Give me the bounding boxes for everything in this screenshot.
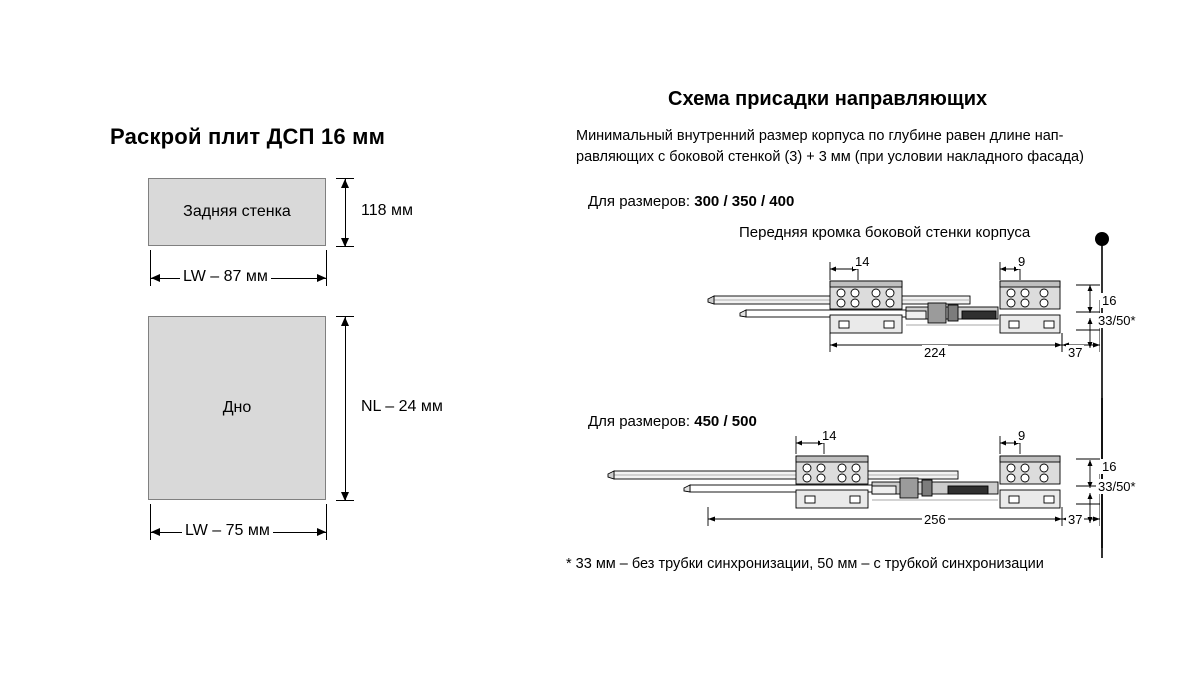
right-section-title: Схема присадки направляющих: [668, 88, 988, 110]
group1-prefix: Для размеров:: [588, 193, 691, 210]
bottom-panel-height-label: NL – 24 мм: [358, 398, 446, 416]
back-panel-width-arrow-left: [151, 274, 160, 282]
dim-9-group1: 9: [1018, 254, 1026, 269]
dim-37-group2: 37: [1068, 512, 1083, 527]
dim-3350-group2: 33/50*: [1098, 479, 1136, 494]
dim-16-group2: 16: [1102, 459, 1117, 474]
dim-3350-group1: 33/50*: [1098, 313, 1136, 328]
bottom-panel-width-label: LW – 75 мм: [182, 522, 273, 540]
back-panel-height-label: 118 мм: [358, 202, 416, 220]
dim-14-group2: 14: [822, 428, 837, 443]
back-panel-width-arrow-right: [317, 274, 326, 282]
bottom-panel-height-arrow-up: [341, 317, 349, 326]
group1-sizes: 300 / 350 / 400: [694, 193, 795, 210]
dim-37-group1: 37: [1068, 345, 1083, 360]
bottom-panel-height-arrow-down: [341, 492, 349, 501]
dims-300-350-400: [700, 240, 1100, 370]
back-panel-height-dimline: [345, 178, 346, 246]
group2-sizes: 450 / 500: [694, 413, 757, 430]
front-edge-label: Передняя кромка боковой стенки корпуса: [739, 224, 1031, 241]
bottom-panel-label: Дно: [222, 399, 252, 416]
bottom-panel-width-arrow-right: [317, 528, 326, 536]
footnote: * 33 мм – без трубки синхронизации, 50 мм – с трубкой синхронизации: [566, 556, 1044, 572]
back-panel-height-arrow-down: [341, 238, 349, 247]
dim-14-group1: 14: [855, 254, 870, 269]
back-wall-panel-label: Задняя стенка: [183, 203, 291, 220]
back-wall-panel: [148, 178, 326, 246]
dim-256-group2: 256: [924, 512, 946, 527]
group2-prefix: Для размеров:: [588, 413, 691, 430]
back-panel-height-arrow-up: [341, 179, 349, 188]
group1-size-line: [588, 193, 794, 210]
dim-16-group1: 16: [1102, 293, 1117, 308]
bottom-panel-height-dimline: [345, 316, 346, 500]
dim-9-group2: 9: [1018, 428, 1026, 443]
back-panel-width-tick-right: [326, 250, 327, 286]
bottom-panel: [148, 316, 326, 500]
bottom-panel-width-arrow-left: [151, 528, 160, 536]
bottom-panel-width-tick-right: [326, 504, 327, 540]
left-section-title: Раскрой плит ДСП 16 мм: [110, 124, 386, 149]
right-section-note: Минимальный внутренний размер корпуса по глубине равен длине нап-равляющих с боковой стенкой (3) + 3 мм (при условии накладного фасада): [576, 128, 1084, 166]
back-panel-width-label: LW – 87 мм: [180, 268, 271, 286]
dim-224-group1: 224: [924, 345, 946, 360]
